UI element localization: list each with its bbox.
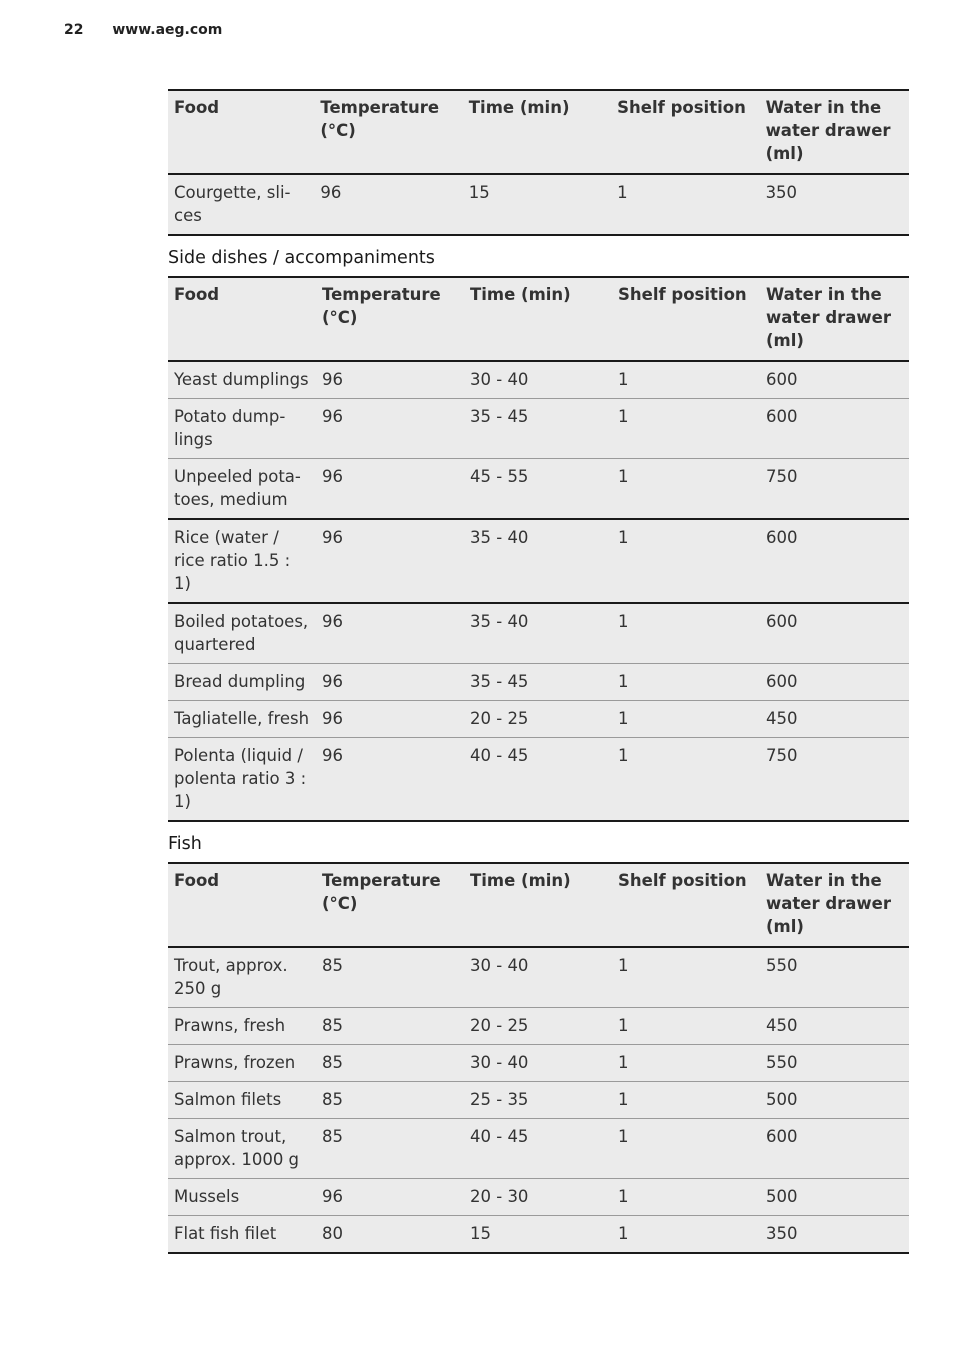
table-row: [168, 399, 909, 459]
table-cell: 600: [760, 664, 909, 701]
table-cell: 450: [760, 701, 909, 738]
table-cell: 1: [612, 603, 760, 664]
section-title: Side dishes / accompaniments: [168, 248, 435, 268]
table-cell: 600: [760, 1119, 909, 1179]
page-header: [64, 22, 222, 38]
table-cell: 45 - 55: [464, 459, 612, 520]
column-header: Time (min): [464, 277, 612, 361]
table-cell: 600: [760, 399, 909, 459]
table-row: [168, 738, 909, 822]
table-cell: 96: [316, 738, 464, 822]
table-cell: 1: [612, 459, 760, 520]
table-cell: Salmon filets: [168, 1082, 316, 1119]
table-cell: 40 - 45: [464, 738, 612, 822]
table-cell: 1: [612, 1119, 760, 1179]
table-cell: 35 - 45: [464, 664, 612, 701]
table-cell: 85: [316, 1045, 464, 1082]
table-cell: 600: [760, 603, 909, 664]
table-row: [168, 701, 909, 738]
table-header-row: [168, 863, 909, 947]
table-cell: 85: [316, 1082, 464, 1119]
table-cell: 1: [612, 1179, 760, 1216]
table-cell: Tagliatelle, fresh: [168, 701, 316, 738]
table-cell: 96: [316, 459, 464, 520]
table-cell: 350: [760, 174, 909, 235]
table-cell: 15: [463, 174, 611, 235]
table-cell: 20 - 30: [464, 1179, 612, 1216]
table-cell: Prawns, fresh: [168, 1008, 316, 1045]
table-cell: 1: [612, 399, 760, 459]
table-cell: 85: [316, 1119, 464, 1179]
table-cell: 1: [611, 174, 759, 235]
table-cell: 450: [760, 1008, 909, 1045]
column-header: Temperature (°C): [314, 90, 462, 174]
table-cell: 1: [612, 947, 760, 1008]
table-cell: Bread dumpling: [168, 664, 316, 701]
table-cell: Unpeeled pota-toes, medium: [168, 459, 316, 520]
table-row: [168, 459, 909, 520]
table-cell: 20 - 25: [464, 1008, 612, 1045]
table-row: [168, 603, 909, 664]
table-cell: 1: [612, 1082, 760, 1119]
table-cell: 1: [612, 1008, 760, 1045]
table-cell: 15: [464, 1216, 612, 1254]
table-cell: 25 - 35: [464, 1082, 612, 1119]
table-row: [168, 174, 909, 235]
table-row: [168, 1119, 909, 1179]
table-cell: 30 - 40: [464, 947, 612, 1008]
table-cell: 500: [760, 1179, 909, 1216]
table-row: [168, 947, 909, 1008]
table-cell: 750: [760, 738, 909, 822]
table-cell: 96: [316, 361, 464, 399]
table-cell: 96: [316, 399, 464, 459]
table-cell: 350: [760, 1216, 909, 1254]
table-cell: 500: [760, 1082, 909, 1119]
table-cell: 96: [316, 603, 464, 664]
table-header-row: [168, 90, 909, 174]
table-cell: 750: [760, 459, 909, 520]
table-row: [168, 664, 909, 701]
table-cell: Prawns, frozen: [168, 1045, 316, 1082]
table-cell: 35 - 45: [464, 399, 612, 459]
table-cell: 600: [760, 361, 909, 399]
table-cell: 85: [316, 947, 464, 1008]
table-cell: 96: [316, 664, 464, 701]
table-row: [168, 1045, 909, 1082]
table-cell: Mussels: [168, 1179, 316, 1216]
column-header: Temperature (°C): [316, 277, 464, 361]
table-cell: Yeast dumplings: [168, 361, 316, 399]
column-header: Time (min): [464, 863, 612, 947]
table-cell: 1: [612, 701, 760, 738]
table-cell: 30 - 40: [464, 1045, 612, 1082]
table-cell: 80: [316, 1216, 464, 1254]
table-cell: 550: [760, 947, 909, 1008]
table-cell: Polenta (liquid / polenta ratio 3 : 1): [168, 738, 316, 822]
recipe-tables: [168, 89, 909, 1254]
column-header: Food: [168, 277, 316, 361]
table-header-row: [168, 277, 909, 361]
table-row: [168, 519, 909, 603]
table-cell: 40 - 45: [464, 1119, 612, 1179]
table-cell: 96: [314, 174, 462, 235]
table-cell: 1: [612, 519, 760, 603]
table-cell: 1: [612, 738, 760, 822]
table-row: [168, 361, 909, 399]
table-cell: Courgette, sli-ces: [168, 174, 314, 235]
table-cell: 550: [760, 1045, 909, 1082]
table-cell: 1: [612, 1045, 760, 1082]
table-cell: 96: [316, 701, 464, 738]
cooking-table: [168, 862, 909, 1254]
table-cell: Rice (water / rice ratio 1.5 : 1): [168, 519, 316, 603]
table-cell: 85: [316, 1008, 464, 1045]
table-cell: 35 - 40: [464, 603, 612, 664]
table-cell: 1: [612, 664, 760, 701]
table-cell: Boiled potatoes, quartered: [168, 603, 316, 664]
table-cell: 96: [316, 1179, 464, 1216]
column-header: Temperature (°C): [316, 863, 464, 947]
table-cell: Trout, approx. 250 g: [168, 947, 316, 1008]
table-row: [168, 1179, 909, 1216]
section-title: Fish: [168, 834, 202, 854]
column-header: Food: [168, 90, 314, 174]
column-header: Shelf position: [612, 863, 760, 947]
column-header: Time (min): [463, 90, 611, 174]
site-url: www.aeg.com: [112, 22, 223, 38]
table-row: [168, 1008, 909, 1045]
column-header: Food: [168, 863, 316, 947]
table-cell: 1: [612, 1216, 760, 1254]
table-cell: Potato dump-lings: [168, 399, 316, 459]
table-cell: 30 - 40: [464, 361, 612, 399]
column-header: Water in the water drawer (ml): [760, 277, 909, 361]
table-cell: 20 - 25: [464, 701, 612, 738]
cooking-table: [168, 89, 909, 236]
column-header: Water in the water drawer (ml): [760, 90, 909, 174]
table-row: [168, 1082, 909, 1119]
column-header: Shelf position: [612, 277, 760, 361]
column-header: Shelf position: [611, 90, 759, 174]
table-cell: 96: [316, 519, 464, 603]
page-number: 22: [64, 22, 84, 38]
table-row: [168, 1216, 909, 1254]
table-cell: Salmon trout, approx. 1000 g: [168, 1119, 316, 1179]
table-cell: 600: [760, 519, 909, 603]
cooking-table: [168, 276, 909, 822]
column-header: Water in the water drawer (ml): [760, 863, 909, 947]
table-cell: Flat fish filet: [168, 1216, 316, 1254]
table-cell: 35 - 40: [464, 519, 612, 603]
table-cell: 1: [612, 361, 760, 399]
